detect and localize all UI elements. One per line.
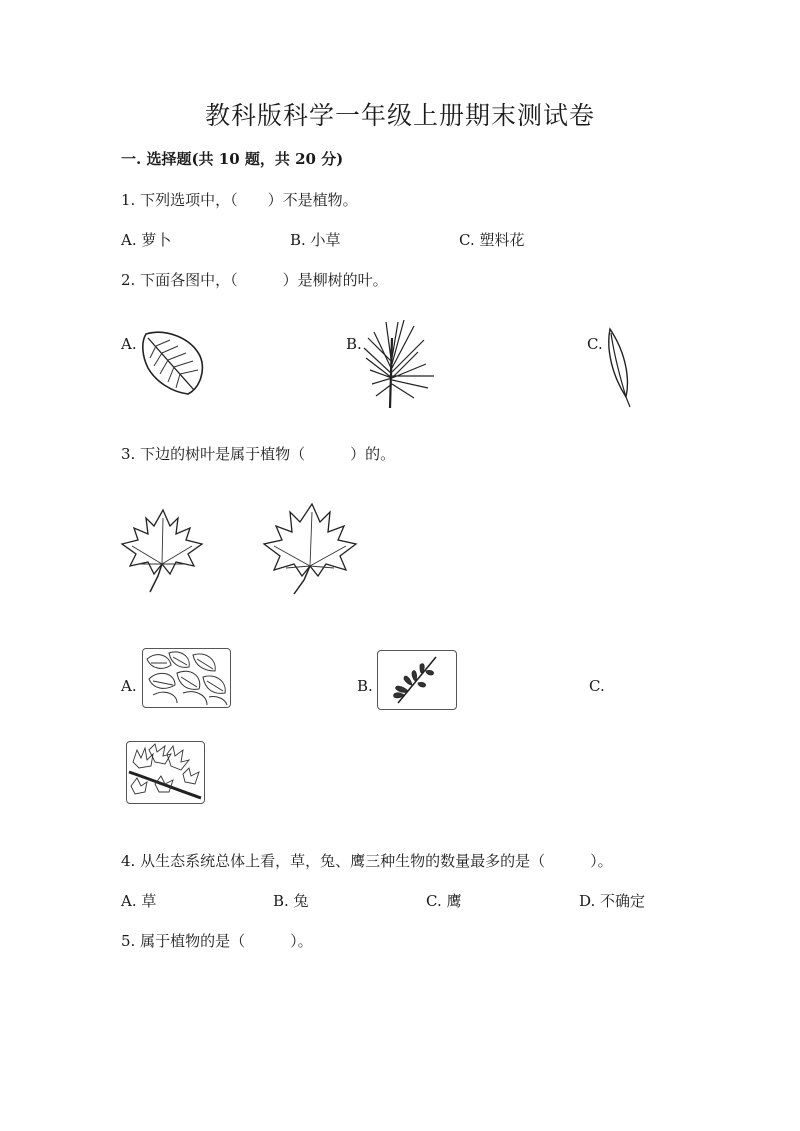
maple-leaf-image-1 — [120, 504, 206, 594]
pine-needles-image — [362, 318, 440, 410]
maple-branch-image — [126, 741, 205, 804]
q1-option-c: C. 塑料花 — [459, 231, 525, 249]
question-1: 1. 下列选项中，（ ）不是植物。 — [121, 191, 358, 209]
q1-option-a: A. 萝卜 — [121, 231, 172, 249]
q2-option-c: C. — [587, 335, 603, 353]
q4-option-a: A. 草 — [121, 892, 157, 910]
question-2: 2. 下面各图中，（ ）是柳树的叶。 — [121, 271, 388, 289]
q3-option-a: A. — [121, 677, 137, 695]
dense-broadleaf-foliage-image — [142, 648, 231, 708]
question-3: 3. 下边的树叶是属于植物（ ）的。 — [121, 445, 396, 463]
q1-option-b: B. 小草 — [290, 231, 341, 249]
q2-option-a: A. — [121, 335, 137, 353]
question-4: 4. 从生态系统总体上看，草，兔、鹰三种生物的数量最多的是（ ）。 — [121, 852, 613, 870]
q2-option-b: B. — [346, 335, 362, 353]
maple-leaf-image-2 — [264, 500, 360, 596]
q4-option-c: C. 鹰 — [426, 892, 462, 910]
willow-branch-image — [377, 650, 457, 710]
serrated-leaf-image — [136, 326, 206, 398]
willow-leaf-image — [604, 325, 638, 409]
question-5: 5. 属于植物的是（ ）。 — [121, 932, 313, 950]
q3-option-b: B. — [357, 677, 373, 695]
q3-option-c: C. — [589, 677, 605, 695]
section-heading: 一. 选择题(共 10 题，共 20 分) — [121, 150, 344, 168]
page-title: 教科版科学一年级上册期末测试卷 — [204, 101, 595, 130]
q4-option-b: B. 兔 — [273, 892, 309, 910]
q4-option-d: D. 不确定 — [579, 892, 646, 910]
